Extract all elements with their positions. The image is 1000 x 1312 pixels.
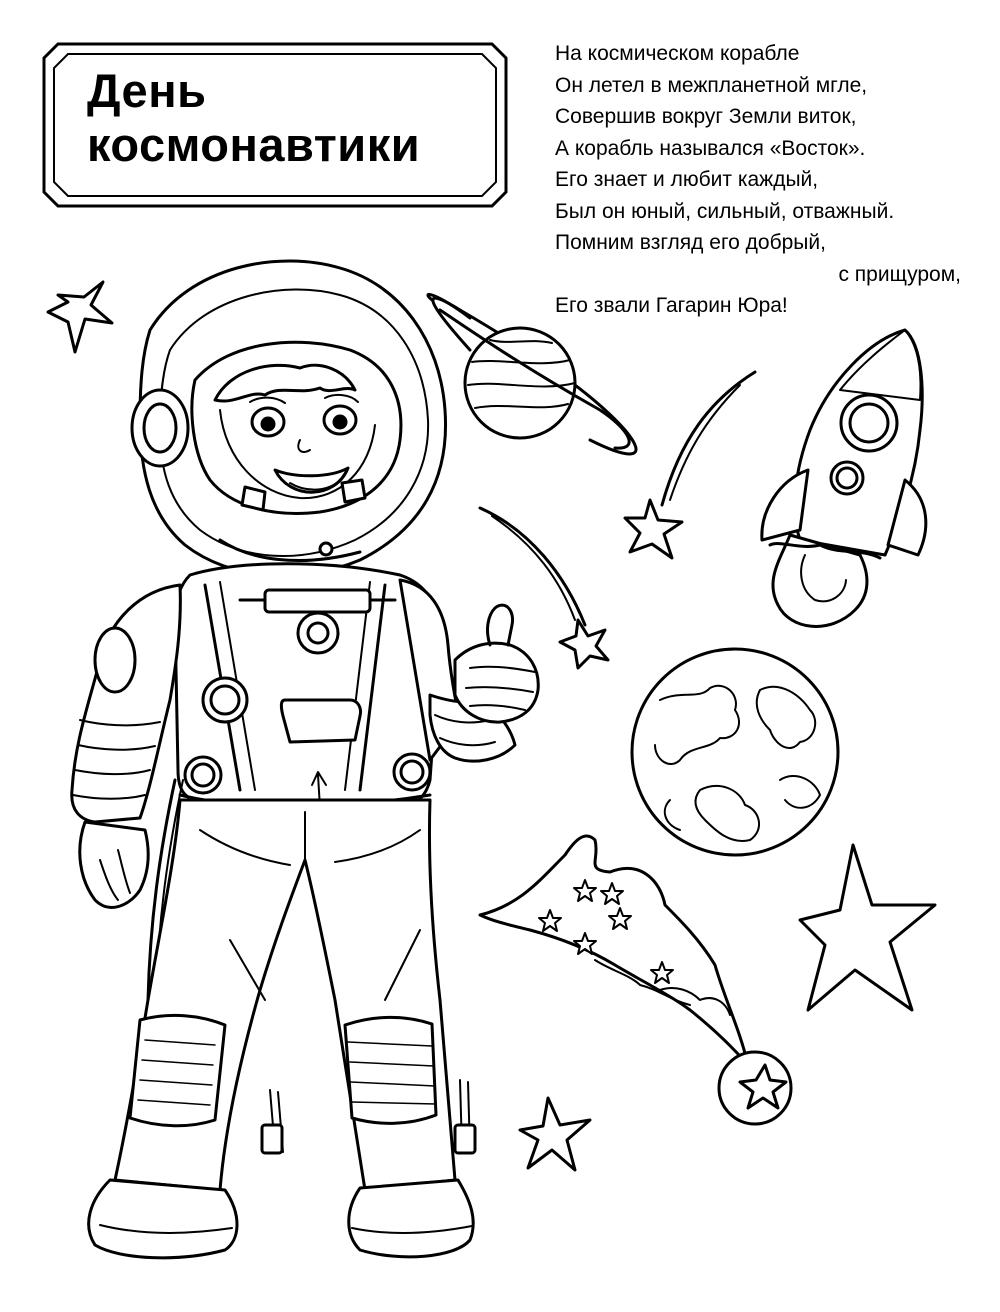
star-bottom-middle [520,1098,590,1170]
shooting-star-upper [625,372,755,558]
poem-line: Совершив вокруг Земли виток, [555,105,857,128]
rocket [762,330,926,626]
title-line-1: День [87,64,207,117]
poem-line: Он летел в межпланетной мгле, [555,73,868,97]
star-large-right [800,845,935,1010]
earth-planet [632,649,838,855]
poem-line: с прищуром, [838,262,961,286]
title-line-2: космонавтики [87,118,421,171]
poem-line: Его знает и любит каждый, [555,168,819,191]
astronaut-figure [72,261,539,1258]
comet [480,836,791,1124]
star-top-left [48,282,112,352]
poem-line: Его звали Гагарин Юра! [555,294,788,317]
poem-line: А корабль назывался «Восток». [555,136,866,160]
ringed-planet [428,294,636,454]
poem-line: Был он юный, сильный, отважный. [555,199,895,223]
poem-line: Помним взгляд его добрый, [555,231,826,254]
poem-line: На космическом корабле [555,42,800,65]
